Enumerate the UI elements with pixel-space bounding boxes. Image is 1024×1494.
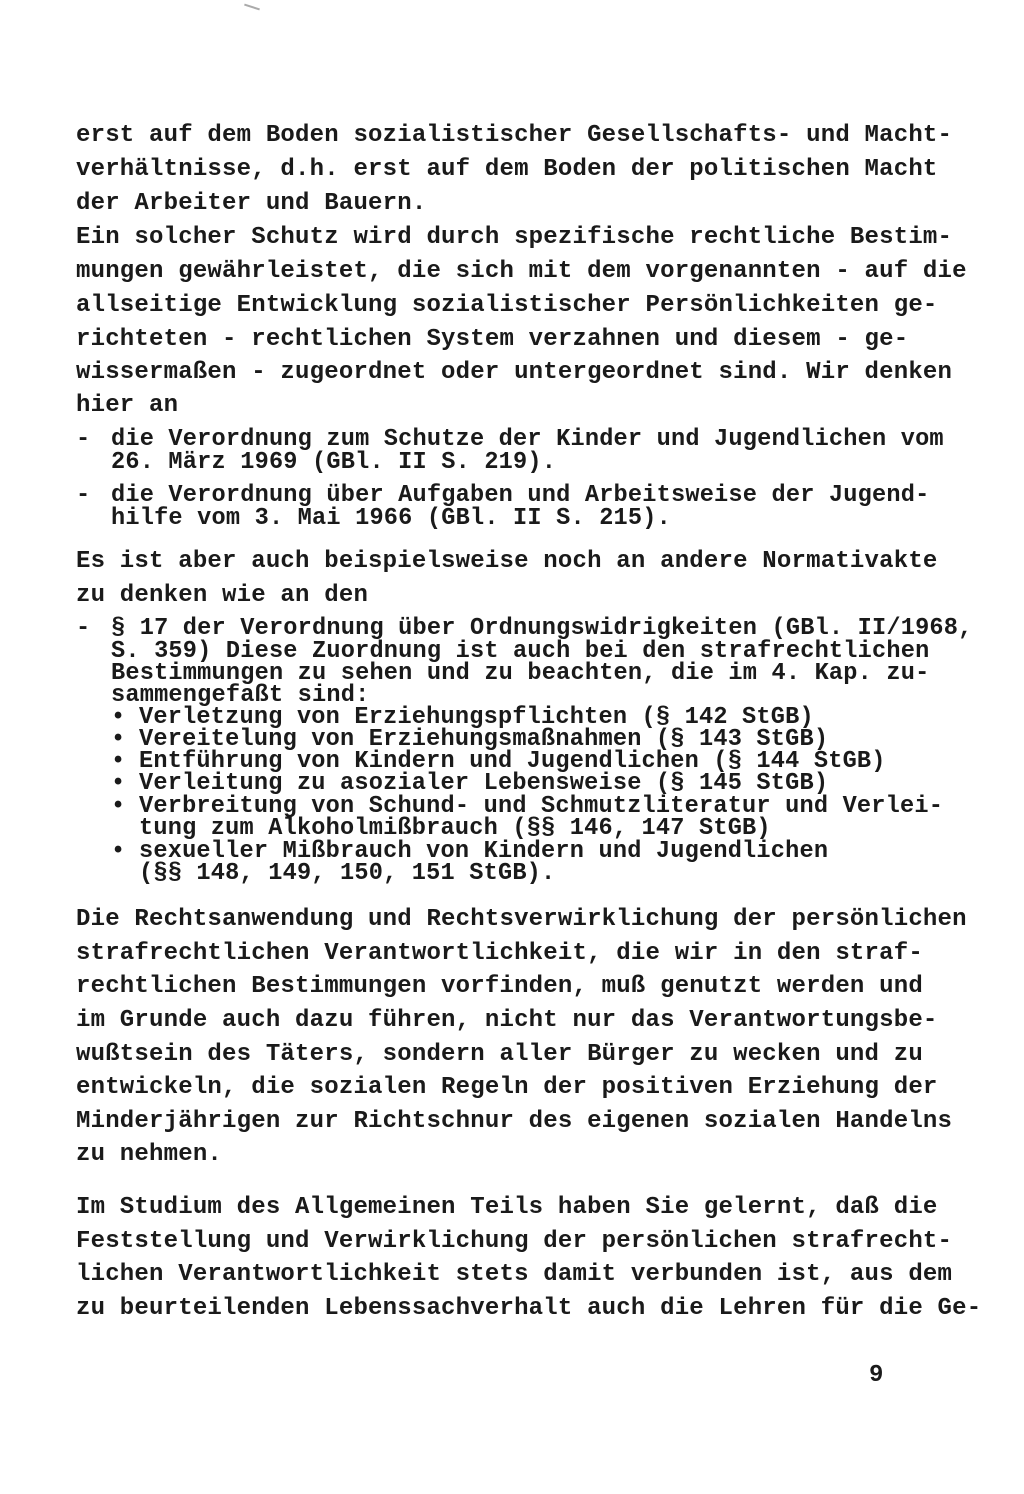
bullet-marker-3: • [111,748,126,775]
para2-line-5: wissermaßen - zugeordnet oder untergeordnet sind. Wir denken [76,359,953,386]
bullet-item-3: Entführung von Kindern und Jugendlichen (§ 144 StGB) [139,748,886,775]
bullet-item-6-line-1: sexueller Mißbrauch von Kindern und Jugendlichen [139,838,829,865]
para2-line-6: hier an [76,392,179,419]
para4-line-5: wußtsein des Täters, sondern aller Bürger zu wecken und zu [76,1041,923,1068]
bullet-item-6-line-2: (§§ 148, 149, 150, 151 StGB). [139,860,556,887]
list2-line-3: Bestimmungen zu sehen und zu beachten, die im 4. Kap. zu- [111,660,930,687]
para3-line-1: Es ist aber auch beispielsweise noch an andere Normativakte [76,548,938,575]
para1-line-2: verhältnisse, d.h. erst auf dem Boden der politischen Macht [76,156,938,183]
para4-line-6: entwickeln, die sozialen Regeln der positiven Erziehung der [76,1074,938,1101]
list2-line-4: sammengefaßt sind: [111,682,370,709]
bullet-marker-6: • [111,838,126,865]
para4-line-2: strafrechtlichen Verantwortlichkeit, die wir in den straf- [76,940,923,967]
para4-line-7: Minderjährigen zur Richtschnur des eigenen sozialen Handelns [76,1108,953,1135]
list2-dash: - [76,615,91,642]
para4-line-8: zu nehmen. [76,1141,223,1168]
bullet-marker-1: • [111,704,126,731]
para5-line-1: Im Studium des Allgemeinen Teils haben Sie gelernt, daß die [76,1194,938,1221]
bullet-item-5-line-2: tung zum Alkoholmißbrauch (§§ 146, 147 StGB) [139,815,771,842]
para1-line-1: erst auf dem Boden sozialistischer Gesellschafts- und Macht- [76,122,953,149]
para2-line-1: Ein solcher Schutz wird durch spezifische rechtliche Bestim- [76,224,953,251]
para3-line-2: zu denken wie an den [76,582,369,609]
para4-line-1: Die Rechtsanwendung und Rechtsverwirklichung der persönlichen [76,906,967,933]
para1-line-3: der Arbeiter und Bauern. [76,190,427,217]
bullet-item-5-line-1: Verbreitung von Schund- und Schmutzliteratur und Verlei- [139,793,944,820]
scan-speck [244,4,260,11]
para5-line-3: lichen Verantwortlichkeit stets damit verbunden ist, aus dem [76,1261,953,1288]
list1-item-2-line-1: die Verordnung über Aufgaben und Arbeitsweise der Jugend- [111,482,930,509]
bullet-marker-4: • [111,770,126,797]
para2-line-4: richteten - rechtlichen System verzahnen und diesem - ge- [76,326,909,353]
bullet-item-2: Vereitelung von Erziehungsmaßnahmen (§ 143 StGB) [139,726,829,753]
list1-item-2-line-2: hilfe vom 3. Mai 1966 (GBl. II S. 215). [111,505,671,532]
para2-line-3: allseitige Entwicklung sozialistischer Persönlichkeiten ge- [76,292,938,319]
list1-item-1-line-2: 26. März 1969 (GBl. II S. 219). [111,449,557,476]
list1-item-1-dash: - [76,426,91,453]
bullet-marker-2: • [111,726,126,753]
para5-line-4: zu beurteilenden Lebenssachverhalt auch die Lehren für die Ge- [76,1295,982,1322]
para2-line-2: mungen gewährleistet, die sich mit dem vorgenannten - auf die [76,258,967,285]
para4-line-3: rechtlichen Bestimmungen vorfinden, muß genutzt werden und [76,973,923,1000]
para4-line-4: im Grunde auch dazu führen, nicht nur das Verantwortungsbe- [76,1007,938,1034]
list2-line-1: § 17 der Verordnung über Ordnungswidrigkeiten (GBl. II/1968, [111,615,973,642]
list1-item-2-dash: - [76,482,91,509]
list1-item-1-line-1: die Verordnung zum Schutze der Kinder und Jugendlichen vom [111,426,944,453]
page-number: 9 [869,1362,884,1389]
bullet-item-4: Verleitung zu asozialer Lebensweise (§ 145 StGB) [139,770,829,797]
bullet-item-1: Verletzung von Erziehungspflichten (§ 142 StGB) [139,704,814,731]
list2-line-2: S. 359) Diese Zuordnung ist auch bei den strafrechtlichen [111,638,930,665]
para5-line-2: Feststellung und Verwirklichung der persönlichen strafrecht- [76,1228,953,1255]
bullet-marker-5: • [111,793,126,820]
